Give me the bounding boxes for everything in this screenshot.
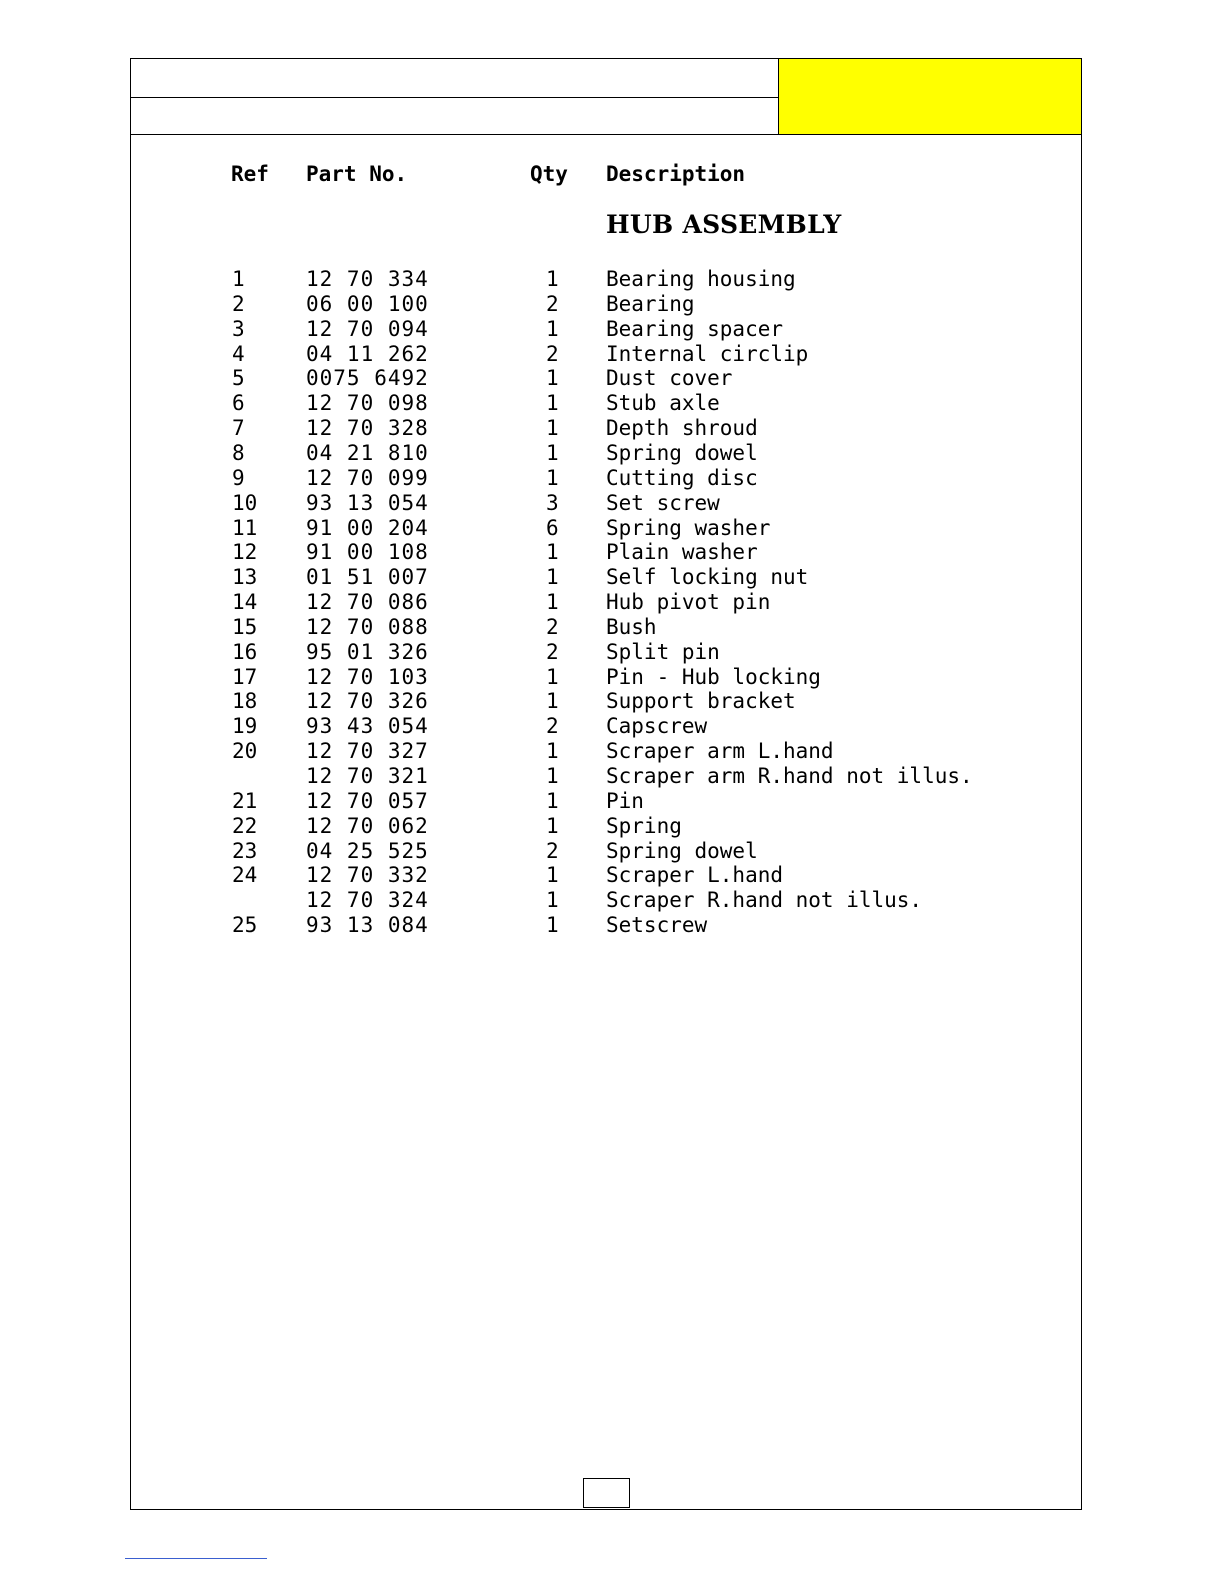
table-row [0, 913, 1100, 938]
table-row [0, 317, 1100, 342]
part-description: Bearing spacer [606, 317, 784, 341]
table-row [0, 267, 1100, 292]
part-description: Setscrew [606, 913, 708, 937]
part-qty: 1 [546, 689, 559, 713]
part-number: 0075 6492 [306, 366, 429, 390]
part-number: 12 70 326 [306, 689, 429, 713]
part-qty: 1 [546, 739, 559, 763]
part-qty: 1 [546, 267, 559, 291]
column-header-ref: Ref [231, 162, 269, 186]
part-number: 06 00 100 [306, 292, 429, 316]
part-description: Stub axle [606, 391, 720, 415]
part-description: Bearing housing [606, 267, 796, 291]
table-row [0, 839, 1100, 864]
part-description: Spring dowel [606, 441, 758, 465]
part-qty: 1 [546, 863, 559, 887]
part-qty: 1 [546, 391, 559, 415]
part-number: 12 70 332 [306, 863, 429, 887]
part-ref: 16 [232, 640, 258, 664]
part-description: Hub pivot pin [606, 590, 771, 614]
table-row [0, 863, 1100, 888]
table-row [0, 888, 1100, 913]
table-row [0, 789, 1100, 814]
table-row [0, 714, 1100, 739]
part-ref: 2 [232, 292, 245, 316]
part-qty: 2 [546, 640, 559, 664]
part-description: Self locking nut [606, 565, 809, 589]
column-header-qty: Qty [530, 162, 568, 186]
part-ref: 4 [232, 342, 245, 366]
part-ref: 18 [232, 689, 258, 713]
table-row [0, 292, 1100, 317]
table-row [0, 590, 1100, 615]
table-row [0, 615, 1100, 640]
part-ref: 24 [232, 863, 258, 887]
part-number: 95 01 326 [306, 640, 429, 664]
part-description: Spring [606, 814, 682, 838]
table-row [0, 391, 1100, 416]
part-qty: 1 [546, 565, 559, 589]
part-ref: 19 [232, 714, 258, 738]
part-ref: 1 [232, 267, 245, 291]
table-row [0, 540, 1100, 565]
part-ref: 12 [232, 540, 258, 564]
table-row [0, 342, 1100, 367]
part-qty: 1 [546, 466, 559, 490]
part-qty: 1 [546, 366, 559, 390]
part-qty: 1 [546, 441, 559, 465]
table-row [0, 640, 1100, 665]
table-row [0, 466, 1100, 491]
part-qty: 1 [546, 789, 559, 813]
part-qty: 6 [546, 516, 559, 540]
part-description: Scraper R.hand not illus. [606, 888, 923, 912]
part-qty: 1 [546, 317, 559, 341]
column-header-part-no: Part No. [306, 162, 408, 186]
part-ref: 9 [232, 466, 245, 490]
part-number: 04 11 262 [306, 342, 429, 366]
header-highlight-box [779, 59, 1081, 135]
part-number: 12 70 334 [306, 267, 429, 291]
part-number: 12 70 057 [306, 789, 429, 813]
part-number: 01 51 007 [306, 565, 429, 589]
part-qty: 2 [546, 714, 559, 738]
part-number: 93 13 084 [306, 913, 429, 937]
part-description: Spring dowel [606, 839, 758, 863]
part-number: 91 00 204 [306, 516, 429, 540]
part-qty: 3 [546, 491, 559, 515]
part-qty: 2 [546, 839, 559, 863]
part-ref: 23 [232, 839, 258, 863]
part-description: Dust cover [606, 366, 733, 390]
part-ref: 13 [232, 565, 258, 589]
part-ref: 5 [232, 366, 245, 390]
part-ref: 10 [232, 491, 258, 515]
part-ref: 6 [232, 391, 245, 415]
part-description: Bush [606, 615, 657, 639]
part-description: Cutting disc [606, 466, 758, 490]
part-number: 12 70 088 [306, 615, 429, 639]
part-qty: 1 [546, 590, 559, 614]
table-row [0, 565, 1100, 590]
part-ref: 15 [232, 615, 258, 639]
section-title: HUB ASSEMBLY [606, 210, 842, 239]
table-row [0, 689, 1100, 714]
part-description: Scraper arm R.hand not illus. [606, 764, 973, 788]
part-description: Spring washer [606, 516, 771, 540]
part-description: Plain washer [606, 540, 758, 564]
part-ref: 17 [232, 665, 258, 689]
part-number: 04 21 810 [306, 441, 429, 465]
part-number: 12 70 324 [306, 888, 429, 912]
part-qty: 1 [546, 814, 559, 838]
part-number: 12 70 328 [306, 416, 429, 440]
part-qty: 1 [546, 913, 559, 937]
part-description: Bearing [606, 292, 695, 316]
part-ref: 20 [232, 739, 258, 763]
part-description: Support bracket [606, 689, 796, 713]
part-number: 12 70 094 [306, 317, 429, 341]
part-description: Pin [606, 789, 644, 813]
table-row [0, 366, 1100, 391]
part-ref: 3 [232, 317, 245, 341]
part-description: Capscrew [606, 714, 708, 738]
part-qty: 1 [546, 665, 559, 689]
header-divider [131, 97, 778, 98]
part-number: 12 70 099 [306, 466, 429, 490]
part-qty: 1 [546, 416, 559, 440]
part-ref: 14 [232, 590, 258, 614]
part-description: Set screw [606, 491, 720, 515]
table-row [0, 491, 1100, 516]
header-title-box [131, 59, 779, 135]
part-qty: 1 [546, 764, 559, 788]
table-row [0, 814, 1100, 839]
column-header-description: Description [606, 162, 746, 186]
part-qty: 2 [546, 615, 559, 639]
part-description: Internal circlip [606, 342, 809, 366]
part-ref: 21 [232, 789, 258, 813]
part-number: 04 25 525 [306, 839, 429, 863]
part-description: Scraper arm L.hand [606, 739, 834, 763]
part-description: Depth shroud [606, 416, 758, 440]
table-row [0, 416, 1100, 441]
part-number: 93 13 054 [306, 491, 429, 515]
part-number: 12 70 086 [306, 590, 429, 614]
part-description: Scraper L.hand [606, 863, 784, 887]
part-number: 12 70 327 [306, 739, 429, 763]
part-number: 12 70 103 [306, 665, 429, 689]
part-number: 12 70 062 [306, 814, 429, 838]
table-row [0, 665, 1100, 690]
part-qty: 1 [546, 540, 559, 564]
table-row [0, 739, 1100, 764]
part-number: 91 00 108 [306, 540, 429, 564]
part-description: Split pin [606, 640, 720, 664]
part-qty: 2 [546, 342, 559, 366]
part-number: 93 43 054 [306, 714, 429, 738]
part-ref: 25 [232, 913, 258, 937]
table-row [0, 764, 1100, 789]
part-ref: 22 [232, 814, 258, 838]
part-ref: 11 [232, 516, 258, 540]
part-qty: 2 [546, 292, 559, 316]
part-number: 12 70 098 [306, 391, 429, 415]
page-number-box [583, 1478, 630, 1508]
footer-link-underline [125, 1558, 267, 1559]
part-ref: 8 [232, 441, 245, 465]
part-description: Pin - Hub locking [606, 665, 821, 689]
table-row [0, 516, 1100, 541]
part-number: 12 70 321 [306, 764, 429, 788]
table-row [0, 441, 1100, 466]
part-ref: 7 [232, 416, 245, 440]
part-qty: 1 [546, 888, 559, 912]
